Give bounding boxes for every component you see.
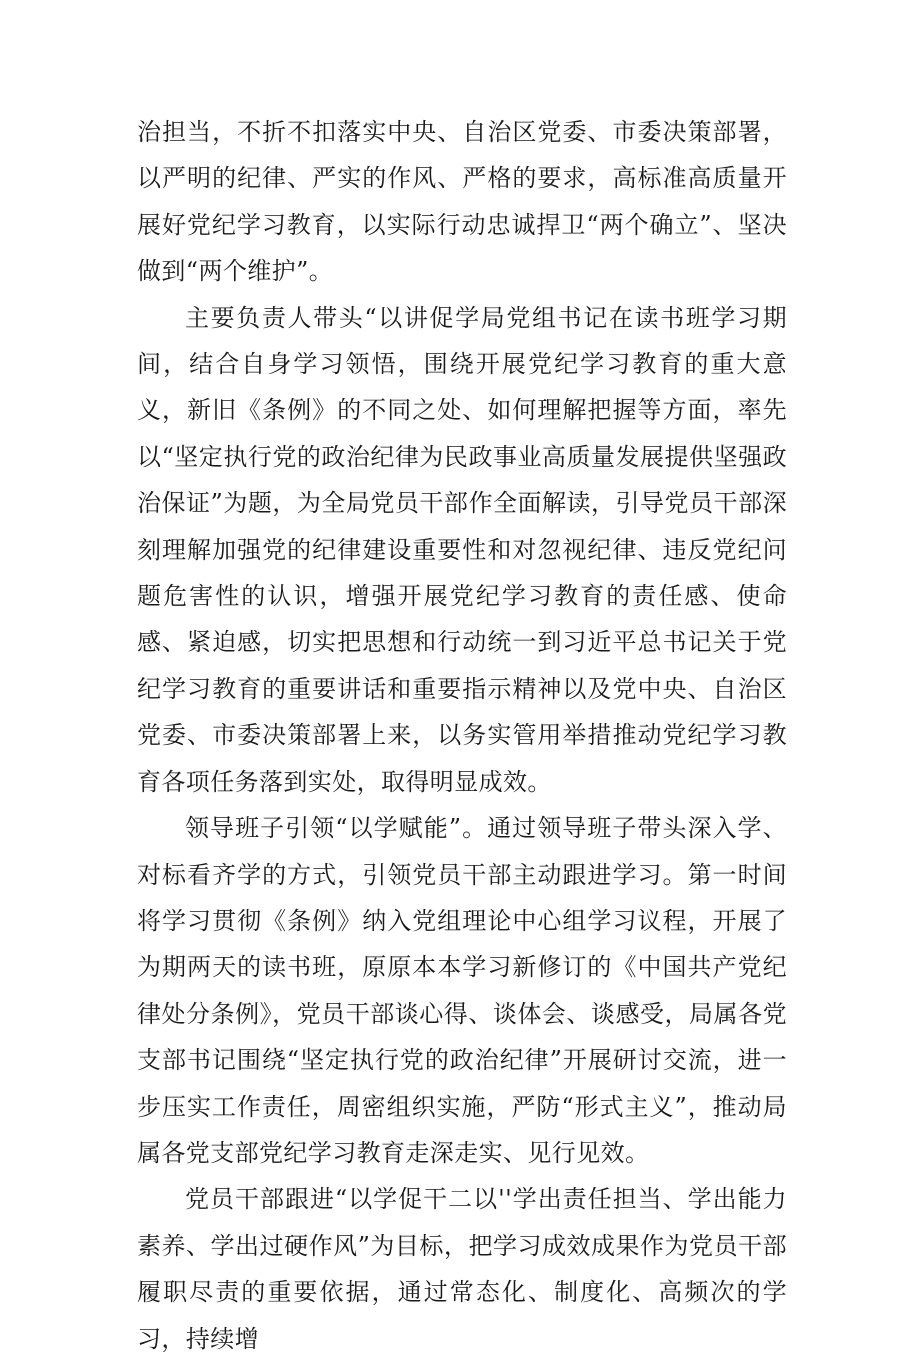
paragraph-leadership-team: 领导班子引领“以学赋能”。通过领导班子带头深入学、对标看齐学的方式，引领党员干部主动跟进学习。第一时间将学习贯彻《条例》纳入党组理论中心组学习议程，开展了为期两天的读书班，原原本本学习新修订的《中国共产党纪律处分条例》，党员干部谈心得、谈体会、谈感受，局属各党支部书记围绕“坚定执行党的政治纪律”开展研讨交流，进一步压实工作责任，周密组织实施，严防“形式主义”，推动局属各党支部党纪学习教育走深走实、见行见效。 <box>137 814 787 1167</box>
paragraph-party-members: 党员干部跟进“以学促干二以''学出责任担当、学出能力素养、学出过硬作风”为目标，把学习成效成果作为党员干部履职尽责的重要依据，通过常态化、制度化、高频次的学习，持续增 <box>137 1185 787 1353</box>
paragraph-leader-example: 主要负责人带头“以讲促学局党组书记在读书班学习期间，结合自身学习领悟，围绕开展党纪学习教育的重大意义，新旧《条例》的不同之处、如何理解把握等方面，率先以“坚定执行党的政治纪律为民政事业高质量发展提供坚强政治保证”为题，为全局党员干部作全面解读，引导党员干部深刻理解加强党的纪律建设重要性和对忽视纪律、违反党纪问题危害性的认识，增强开展党纪学习教育的责任感、使命感、紧迫感，切实把思想和行动统一到习近平总书记关于党纪学习教育的重要讲话和重要指示精神以及党中央、自治区党委、市委决策部署上来，以务实管用举措推动党纪学习教育各项任务落到实处，取得明显成效。 <box>137 303 787 796</box>
document-body <box>137 109 787 1362</box>
paragraph-continuation: 治担当，不折不扣落实中央、自治区党委、市委决策部署，以严明的纪律、严实的作风、严格的要求，高标准高质量开展好党纪学习教育，以实际行动忠诚捍卫“两个确立”、坚决做到“两个维护”。 <box>137 118 787 286</box>
